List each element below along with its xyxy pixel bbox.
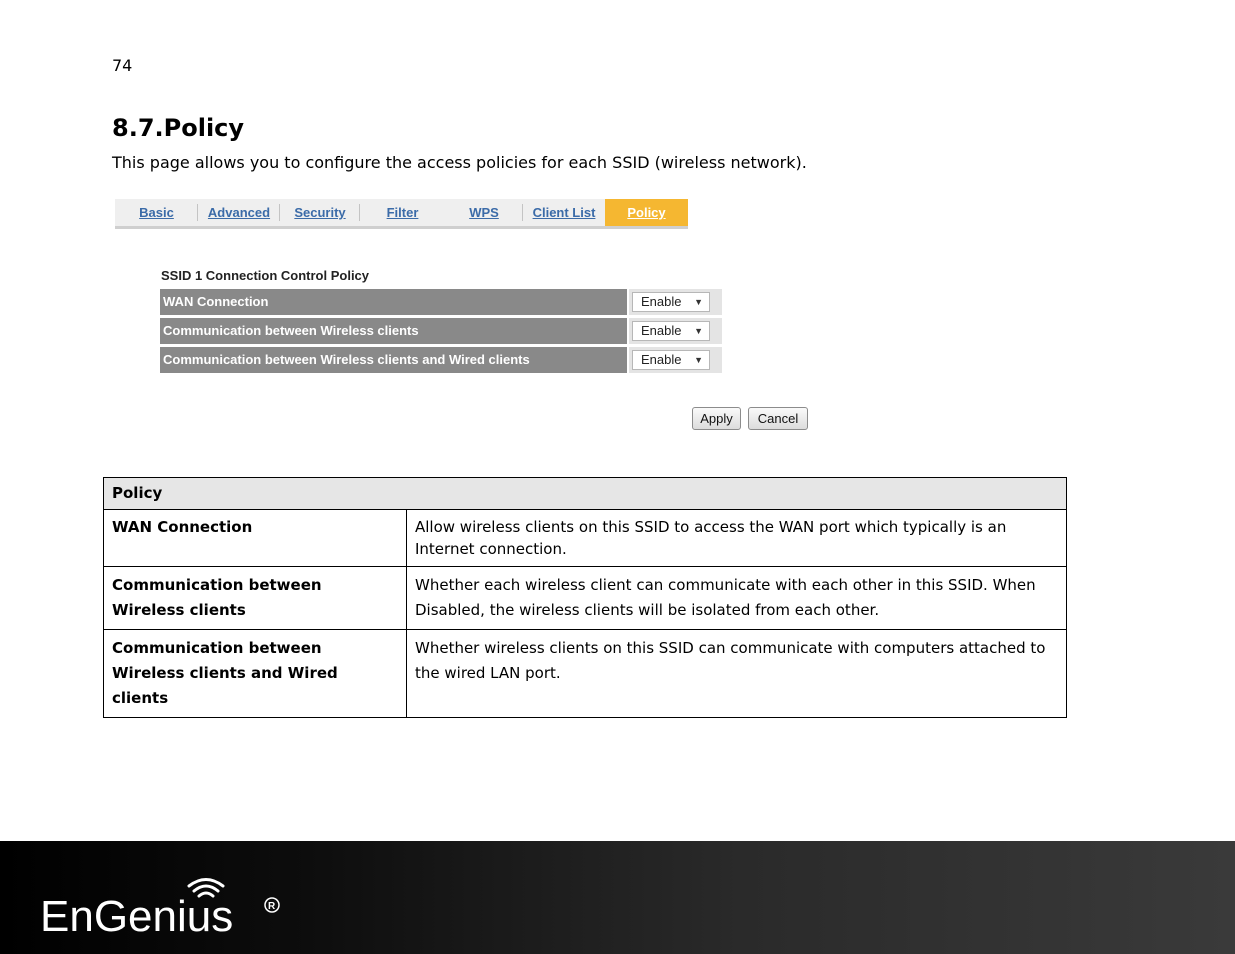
select-value: Enable [641, 352, 682, 367]
tab-bar [115, 199, 688, 229]
tab-policy[interactable]: Policy [605, 199, 688, 226]
wan-connection-select[interactable] [632, 292, 710, 312]
table-row [104, 510, 1067, 567]
table-header: Policy [104, 478, 1067, 510]
tab-basic[interactable]: Basic [115, 199, 198, 226]
policy-row-control [629, 347, 722, 373]
tab-advanced[interactable]: Advanced [198, 199, 280, 226]
svg-text:R: R [268, 901, 276, 912]
table-header-row [104, 478, 1067, 510]
table-row [104, 630, 1067, 718]
table-term: Communication between Wireless clients and Wired clients [104, 630, 407, 718]
select-value: Enable [641, 323, 682, 338]
engenius-logo [40, 877, 290, 937]
policy-row-wireless [160, 318, 722, 344]
policy-row-control [629, 289, 722, 315]
page-number: 74 [112, 56, 133, 75]
wired-communication-select[interactable] [632, 350, 710, 370]
table-term: WAN Connection [104, 510, 407, 567]
registered-mark-icon [265, 898, 279, 912]
chevron-down-icon: ▼ [694, 355, 703, 365]
policy-row-control [629, 318, 722, 344]
form-title: SSID 1 Connection Control Policy [161, 268, 370, 283]
cancel-button[interactable]: Cancel [748, 407, 808, 430]
policy-row-wan [160, 289, 722, 315]
policy-row-wired [160, 347, 722, 373]
tab-wps[interactable]: WPS [445, 199, 523, 226]
apply-button[interactable]: Apply [692, 407, 741, 430]
table-description: Whether wireless clients on this SSID can communicate with computers attached to the wired LAN port. [407, 630, 1067, 718]
tab-client-list[interactable]: Client List [532, 205, 596, 220]
policy-row-label: Communication between Wireless clients and Wired clients [160, 347, 627, 373]
chevron-down-icon: ▼ [694, 297, 703, 307]
logo-text: EnGenius [40, 892, 234, 937]
chevron-down-icon: ▼ [694, 326, 703, 336]
tab-security[interactable]: Security [280, 199, 360, 226]
select-value: Enable [641, 294, 682, 309]
policy-table [103, 477, 1067, 718]
table-term: Communication between Wireless clients [104, 567, 407, 630]
table-row [104, 567, 1067, 630]
wireless-communication-select[interactable] [632, 321, 710, 341]
tab-filter[interactable]: Filter [386, 205, 419, 220]
intro-text: This page allows you to configure the access policies for each SSID (wireless network). [112, 153, 807, 172]
table-description: Allow wireless clients on this SSID to access the WAN port which typically is an Internet connection. [407, 510, 1067, 567]
section-title: 8.7.Policy [112, 114, 245, 142]
footer-banner [0, 841, 1235, 954]
policy-row-label: WAN Connection [160, 289, 627, 315]
policy-row-label: Communication between Wireless clients [160, 318, 627, 344]
table-description: Whether each wireless client can communicate with each other in this SSID. When Disabled, the wireless clients will be isolated from each other. [407, 567, 1067, 630]
